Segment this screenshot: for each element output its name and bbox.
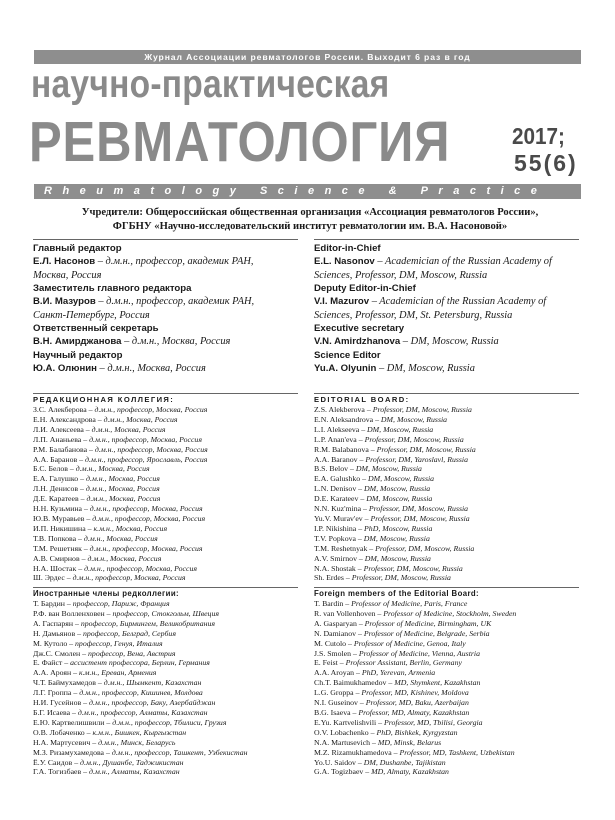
editor-name: В.И. Мазуров (33, 296, 96, 307)
member-description: – Professor, DM, Moscow, Russia (356, 434, 464, 444)
member-description: – Professor, MD, Tashkent, Uzbekistan (391, 747, 515, 757)
list-item (314, 609, 579, 619)
member-description: – DM, Moscow, Russia (373, 414, 448, 424)
editor-description-cont: Sciences, Professor, DM, Moscow, Russia (314, 269, 488, 281)
list-item (33, 435, 298, 445)
member-name: B.G. Isaeva (314, 707, 351, 717)
member-description: – профессор, Генуя, Италия (67, 638, 163, 648)
list-item (314, 474, 579, 484)
section-heading: Иностранные члены редколлегии: (33, 589, 180, 598)
board-en-box (314, 393, 579, 583)
list-item (314, 484, 579, 494)
english-title-text: Rheumatology Science & Practice (44, 185, 548, 197)
member-name: Н.А. Шостак (33, 563, 77, 573)
editor-role: Заместитель главного редактора (33, 283, 192, 294)
member-name: Т. Бардин (33, 599, 65, 608)
list-item (33, 619, 298, 629)
member-name: Ch.T. Baimukhamedov (314, 678, 387, 688)
section-heading: Foreign members of the Editorial Board: (314, 589, 480, 598)
editor-description: – д.м.н., профессор, академик РАН, (95, 296, 255, 307)
list-item (314, 534, 579, 544)
list-item (33, 599, 298, 609)
member-name: A. Gasparyan (314, 618, 357, 628)
editor-description: – д.м.н., Москва, Россия (121, 336, 231, 347)
editor-role: Главный редактор (33, 243, 122, 254)
journal-banner-text: Журнал Ассоциации ревматологов России. Выходит 6 раз в год (144, 52, 471, 62)
member-description: – MD, Minsk, Belarus (370, 737, 442, 747)
editor-entry (314, 255, 579, 269)
member-description: – д.м.н., профессор, Москва, Россия (81, 434, 202, 444)
member-name: A.V. Smirnov (314, 553, 357, 563)
editor-name: V.N. Amirdzhanova (314, 336, 401, 347)
list-item (33, 534, 298, 544)
list-item (314, 698, 579, 708)
list-item (33, 698, 298, 708)
member-name: L.N. Denisov (314, 484, 357, 494)
member-description: – DM, Moscow, Russia (356, 484, 431, 494)
member-name: L.G. Groppa (314, 688, 354, 698)
editor-role: Executive secretary (314, 323, 405, 334)
year-label: 2017; (512, 123, 565, 149)
member-name: E.N. Aleksandrova (314, 414, 374, 424)
member-description: – д.м.н., Москва, Россия (78, 474, 160, 484)
editor-name: В.Н. Амирджанова (33, 336, 122, 347)
list-item (33, 573, 298, 583)
member-name: N.A. Martusevich (314, 737, 371, 747)
list-item (33, 464, 298, 474)
member-name: Н.Н. Кузьмина (33, 504, 82, 514)
editor-role: Deputy Editor-in-Chief (314, 283, 416, 294)
member-description: – профессор, Белград, Сербия (75, 628, 176, 638)
member-name: Н.А. Мартусевич (33, 737, 91, 747)
member-name: Z.S. Alekberova (314, 405, 365, 414)
member-name: З.С. Алекберова (33, 405, 87, 414)
member-name: D.E. Karateev (314, 494, 359, 504)
title-line-2: РЕВМАТОЛОГИЯ (29, 110, 451, 174)
member-description: – профессор, Париж, Франция (64, 599, 170, 608)
member-name: Sh. Erdes (314, 573, 344, 583)
list-item (33, 484, 298, 494)
member-description: – DM, Moscow, Russia (358, 494, 433, 504)
list-item (33, 728, 298, 738)
member-description: – д.м.н., Душанбе, Таджикистан (72, 757, 184, 767)
member-description: – д.м.н., профессор, Москва, Россия (87, 444, 208, 454)
member-description: – MD, Almaty, Kazakhstan (363, 767, 449, 777)
title-line-1: научно-практическая (31, 63, 390, 106)
member-name: L.I. Alekseeva (314, 424, 360, 434)
member-name: Дж.С. Смолен (33, 648, 81, 658)
editor-name: E.L. Nasonov (314, 256, 375, 267)
member-description: – д.м.н., Алматы, Казахстан (81, 767, 180, 777)
list-item (33, 748, 298, 758)
member-name: E.A. Galushko (314, 474, 361, 484)
member-description: – д.м.н., профессор, Ярославль, Россия (77, 454, 208, 464)
member-description: – DM, Moscow, Russia (355, 533, 430, 543)
editor-description: – д.м.н., Москва, Россия (96, 362, 206, 374)
journal-banner (34, 50, 581, 64)
member-description: – Professor of Medicine, Birmingham, UK (356, 618, 492, 628)
list-item (314, 688, 579, 698)
member-name: Б.Г. Исаева (33, 707, 71, 717)
foreign-en-box (314, 587, 579, 777)
list-item (33, 504, 298, 514)
member-name: М. Кутоло (33, 638, 68, 648)
member-name: О.В. Лобаченко (33, 727, 85, 737)
list-item (314, 524, 579, 534)
member-name: R. van Vollenhoven (314, 608, 376, 618)
member-name: T.V. Popkova (314, 533, 356, 543)
founders-line-2: ФГБНУ «Научно-исследовательский институт ревматологии им. В.А. Насоновой» (112, 221, 508, 232)
member-name: M.Z. Rizamukhamedova (314, 747, 392, 757)
list-item (33, 425, 298, 435)
member-description: – д.м.н., профессор, Баку, Азербайджан (81, 698, 216, 708)
member-description: – д.м.н., профессор, Москва, Россия (81, 543, 203, 553)
member-name: N.A. Shostak (314, 563, 356, 573)
member-description: – д.м.н., Москва, Россия (67, 464, 150, 474)
member-name: И.П. Никишина (33, 523, 86, 533)
member-description: – д.м.н., Шымкент, Казахстан (95, 678, 202, 688)
list-item (314, 718, 579, 728)
editor-name: Е.Л. Насонов (33, 256, 96, 267)
member-description: – Professor, DM, Moscow, Russia (368, 444, 476, 454)
member-name: Л.Н. Денисов (33, 484, 79, 494)
editor-description: – Academician of the Russian Academy of (369, 296, 547, 307)
member-description: – к.м.н., Бишкек, Кыргызстан (84, 727, 187, 737)
member-name: Е.Ю. Картвелишвили (33, 717, 105, 727)
list-item (314, 599, 579, 609)
member-name: Yu.V. Murav'ev (314, 513, 363, 523)
member-description: – DM, Moscow, Russia (348, 464, 422, 474)
list-item (33, 554, 298, 564)
member-name: Д.Е. Каратеев (33, 494, 79, 504)
member-name: А.А. Баранов (33, 454, 78, 464)
list-item (314, 668, 579, 678)
member-description: – Professor, DM, Moscow, Russia (343, 573, 451, 583)
member-description: – д.м.н., Москва, Россия (83, 424, 166, 434)
editors-en (314, 242, 579, 375)
list-item (314, 464, 579, 474)
member-description: – Professor, MD, Almaty, Kazakhstan (350, 707, 470, 717)
list-item (314, 425, 579, 435)
member-name: Ш. Эрдес (33, 573, 65, 583)
list-item (314, 544, 579, 554)
member-description: – д.м.н., Москва, Россия (76, 533, 158, 543)
member-description: – к.м.н., Ереван, Армения (71, 668, 157, 678)
list-item (33, 405, 298, 415)
member-description: – д.м.н., профессор, Тбилиси, Грузия (104, 717, 227, 727)
member-name: Б.С. Белов (33, 464, 68, 474)
member-description: – DM, Moscow, Russia (356, 553, 431, 563)
member-name: Е.Н. Александрова (33, 414, 96, 424)
list-item (314, 435, 579, 445)
list-item (33, 494, 298, 504)
editor-entry (33, 335, 298, 349)
editor-description: – д.м.н., профессор, академик РАН, (95, 256, 254, 267)
member-description: – PhD, Moscow, Russia (356, 523, 433, 533)
list-item (33, 649, 298, 659)
list-item (314, 649, 579, 659)
member-description: – д.м.н., профессор, Ташкент, Узбекистан (104, 747, 248, 757)
member-description: – DM, Dushanbe, Tajikistan (355, 757, 446, 767)
list-item (33, 455, 298, 465)
member-description: – д.м.н., профессор, Алматы, Казахстан (70, 707, 208, 717)
member-name: T.M. Reshetnyak (314, 543, 368, 553)
section-heading: EDITORIAL BOARD: (314, 395, 410, 404)
editor-description-cont: Sciences, Professor, DM, St. Petersburg, Russia (314, 309, 513, 321)
member-description: – Professor, DM, Yaroslavl, Russia (357, 454, 469, 464)
board-ru-box (33, 393, 298, 583)
member-name: Ю.В. Муравьев (33, 513, 85, 523)
list-item (314, 564, 579, 574)
section-heading: РЕДАКЦИОННАЯ КОЛЛЕГИЯ: (33, 395, 175, 404)
founders-block (40, 206, 580, 234)
member-name: J.S. Smolen (314, 648, 352, 658)
editor-role: Science Editor (314, 349, 381, 361)
issue-label: 55(6) (514, 150, 578, 176)
member-name: O.V. Lobachenko (314, 727, 369, 737)
list-item (314, 504, 579, 514)
member-name: I.P. Nikishina (314, 523, 357, 533)
list-item (33, 609, 298, 619)
member-name: Е. Файст (33, 658, 63, 668)
editor-entry (33, 255, 298, 269)
member-name: N.I. Guseinov (314, 698, 358, 708)
member-description: – Professor, DM, Moscow, Russia (355, 563, 463, 573)
list-item (314, 767, 579, 777)
list-item (314, 514, 579, 524)
list-item (33, 474, 298, 484)
member-description: – Professor of Medicine, Genoa, Italy (346, 638, 466, 648)
editor-name: Yu.A. Olyunin (314, 362, 377, 374)
list-item (314, 455, 579, 465)
member-name: Н. Дамьянов (33, 628, 76, 638)
member-name: R.M. Balabanova (314, 444, 369, 454)
list-item (314, 629, 579, 639)
list-item (314, 494, 579, 504)
member-description: – Professor of Medicine, Paris, France (343, 599, 468, 608)
member-name: B.S. Belov (314, 464, 349, 474)
list-item (314, 573, 579, 583)
member-description: – д.м.н., профессор, Москва, Россия (64, 573, 186, 583)
list-item (33, 544, 298, 554)
member-description: – д.м.н., Москва, Россия (95, 414, 178, 424)
editor-description: – Academician of the Russian Academy of (374, 256, 552, 267)
list-item (314, 554, 579, 564)
member-name: М.З. Ризамухамедова (33, 747, 105, 757)
member-description: – профессор, Бирмингем, Великобритания (73, 618, 216, 628)
member-description: – PhD, Bishkek, Kyrgyzstan (368, 727, 458, 737)
list-item (33, 668, 298, 678)
founders-line-1: Учредители: Общероссийская общественная организация «Ассоциация ревматологов России», (81, 207, 539, 218)
member-description: – д.м.н., Минск, Беларусь (90, 737, 176, 747)
member-description: – Professor of Medicine, Vienna, Austria (351, 648, 480, 658)
list-item (33, 708, 298, 718)
editor-description-cont: Санкт-Петербург, Россия (33, 309, 150, 321)
member-description: – PhD, Yerevan, Armenia (354, 668, 436, 678)
member-description: – Professor, DM, Moscow, Russia (362, 513, 470, 523)
list-item (314, 758, 579, 768)
member-name: G.A. Togizbaev (314, 767, 364, 777)
editors-ru (33, 242, 298, 375)
member-description: – профессор, Стокгольм, Швеция (104, 608, 219, 618)
member-name: M. Cutolo (314, 638, 347, 648)
editor-description-cont: Москва, Россия (33, 269, 102, 281)
list-item (314, 445, 579, 455)
member-name: A.A. Aroyan (314, 668, 355, 678)
list-item (314, 415, 579, 425)
member-name: A.A. Baranov (314, 454, 358, 464)
editor-description: – DM, Moscow, Russia (376, 362, 475, 374)
editor-description: – DM, Moscow, Russia (400, 336, 499, 347)
divider-right (314, 239, 579, 240)
member-name: Н.И. Гусейнов (33, 698, 82, 708)
editor-role: Ответственный секретарь (33, 323, 159, 334)
member-name: N.N. Kuz'mina (314, 504, 362, 514)
list-item (33, 688, 298, 698)
member-name: L.P. Anan'eva (314, 434, 357, 444)
member-description: – д.м.н., Москва, Россия (78, 484, 160, 494)
editor-entry (314, 362, 579, 376)
member-name: А.В. Смирнов (33, 553, 80, 563)
member-description: – DM, Moscow, Russia (360, 474, 435, 484)
member-name: А. Гаспарян (33, 618, 74, 628)
member-name: Р.Ф. ван Волленховен (33, 608, 105, 618)
member-description: – к.м.н., Москва, Россия (85, 523, 168, 533)
list-item (33, 639, 298, 649)
member-name: Т.М. Решетняк (33, 543, 82, 553)
member-description: – Professor, DM, Moscow, Russia (367, 543, 475, 553)
list-item (314, 748, 579, 758)
member-description: – д.м.н., профессор, Москва, Россия (82, 504, 203, 514)
member-name: Л.И. Алексеева (33, 424, 84, 434)
list-item (33, 758, 298, 768)
member-description: – д.м.н., профессор, Кишинев, Молдова (71, 688, 203, 698)
member-description: – MD, Shymkent, Kazakhstan (386, 678, 481, 688)
editor-entry (314, 335, 579, 349)
member-name: Yo.U. Saidov (314, 757, 356, 767)
list-item (314, 619, 579, 629)
member-name: Р.М. Балабанова (33, 444, 88, 454)
list-item (314, 678, 579, 688)
member-name: Ё.У. Саидов (33, 757, 73, 767)
list-item (33, 514, 298, 524)
list-item (33, 564, 298, 574)
member-name: Л.Г. Гроппа (33, 688, 72, 698)
list-item (314, 728, 579, 738)
list-item (33, 767, 298, 777)
member-name: T. Bardin (314, 599, 344, 608)
member-description: – д.м.н., профессор, Москва, Россия (84, 513, 206, 523)
editor-role: Editor-in-Chief (314, 243, 381, 254)
member-description: – Professor of Medicine, Stockholm, Sweden (375, 608, 517, 618)
member-description: – Professor, MD, Baku, Azerbaijan (357, 698, 469, 708)
list-item (314, 639, 579, 649)
list-item (33, 629, 298, 639)
member-name: Т.В. Попкова (33, 533, 77, 543)
member-description: – д.м.н., Москва, Россия (79, 553, 162, 563)
member-description: – Professor, DM, Moscow, Russia (361, 504, 469, 514)
list-item (33, 678, 298, 688)
editor-role: Научный редактор (33, 349, 123, 361)
foreign-ru-box (33, 587, 298, 777)
member-description: – Professor, MD, Kishinev, Moldova (353, 688, 469, 698)
editor-entry (33, 362, 298, 376)
editor-entry (314, 295, 579, 309)
member-description: – Professor, DM, Moscow, Russia (364, 405, 472, 414)
editor-name: Ю.А. Олюнин (33, 362, 97, 374)
member-description: – д.м.н., профессор, Москва, Россия (86, 405, 208, 414)
member-description: – д.м.н., профессор, Москва, Россия (76, 563, 197, 573)
list-item (33, 415, 298, 425)
list-item (314, 405, 579, 415)
member-name: N. Damianov (314, 628, 357, 638)
english-title-banner (34, 184, 581, 199)
member-name: А.А. Ароян (33, 668, 72, 678)
list-item (33, 718, 298, 728)
member-name: Л.П. Ананьева (33, 434, 82, 444)
member-name: Е.А. Галушко (33, 474, 79, 484)
member-name: Ч.Т. Баймухамедов (33, 678, 96, 688)
member-description: – ассистент профессора, Берлин, Германия (62, 658, 210, 668)
member-description: – Professor of Medicine, Belgrade, Serbia (356, 628, 490, 638)
member-name: E. Feist (314, 658, 338, 668)
list-item (33, 524, 298, 534)
member-name: Г.А. Тогизбаев (33, 767, 82, 777)
list-item (314, 708, 579, 718)
divider-left (33, 239, 298, 240)
member-description: – д.м.н., Москва, Россия (78, 494, 161, 504)
member-description: – Professor Assistant, Berlin, Germany (337, 658, 462, 668)
list-item (33, 658, 298, 668)
list-item (33, 445, 298, 455)
member-description: – DM, Moscow, Russia (359, 424, 434, 434)
editor-name: V.I. Mazurov (314, 296, 370, 307)
member-name: E.Yu. Kartvelishvili (314, 717, 377, 727)
list-item (33, 738, 298, 748)
list-item (314, 738, 579, 748)
member-description: – профессор, Вена, Австрия (80, 648, 176, 658)
list-item (314, 658, 579, 668)
editor-entry (33, 295, 298, 309)
member-description: – Professor, MD, Tbilisi, Georgia (376, 717, 483, 727)
